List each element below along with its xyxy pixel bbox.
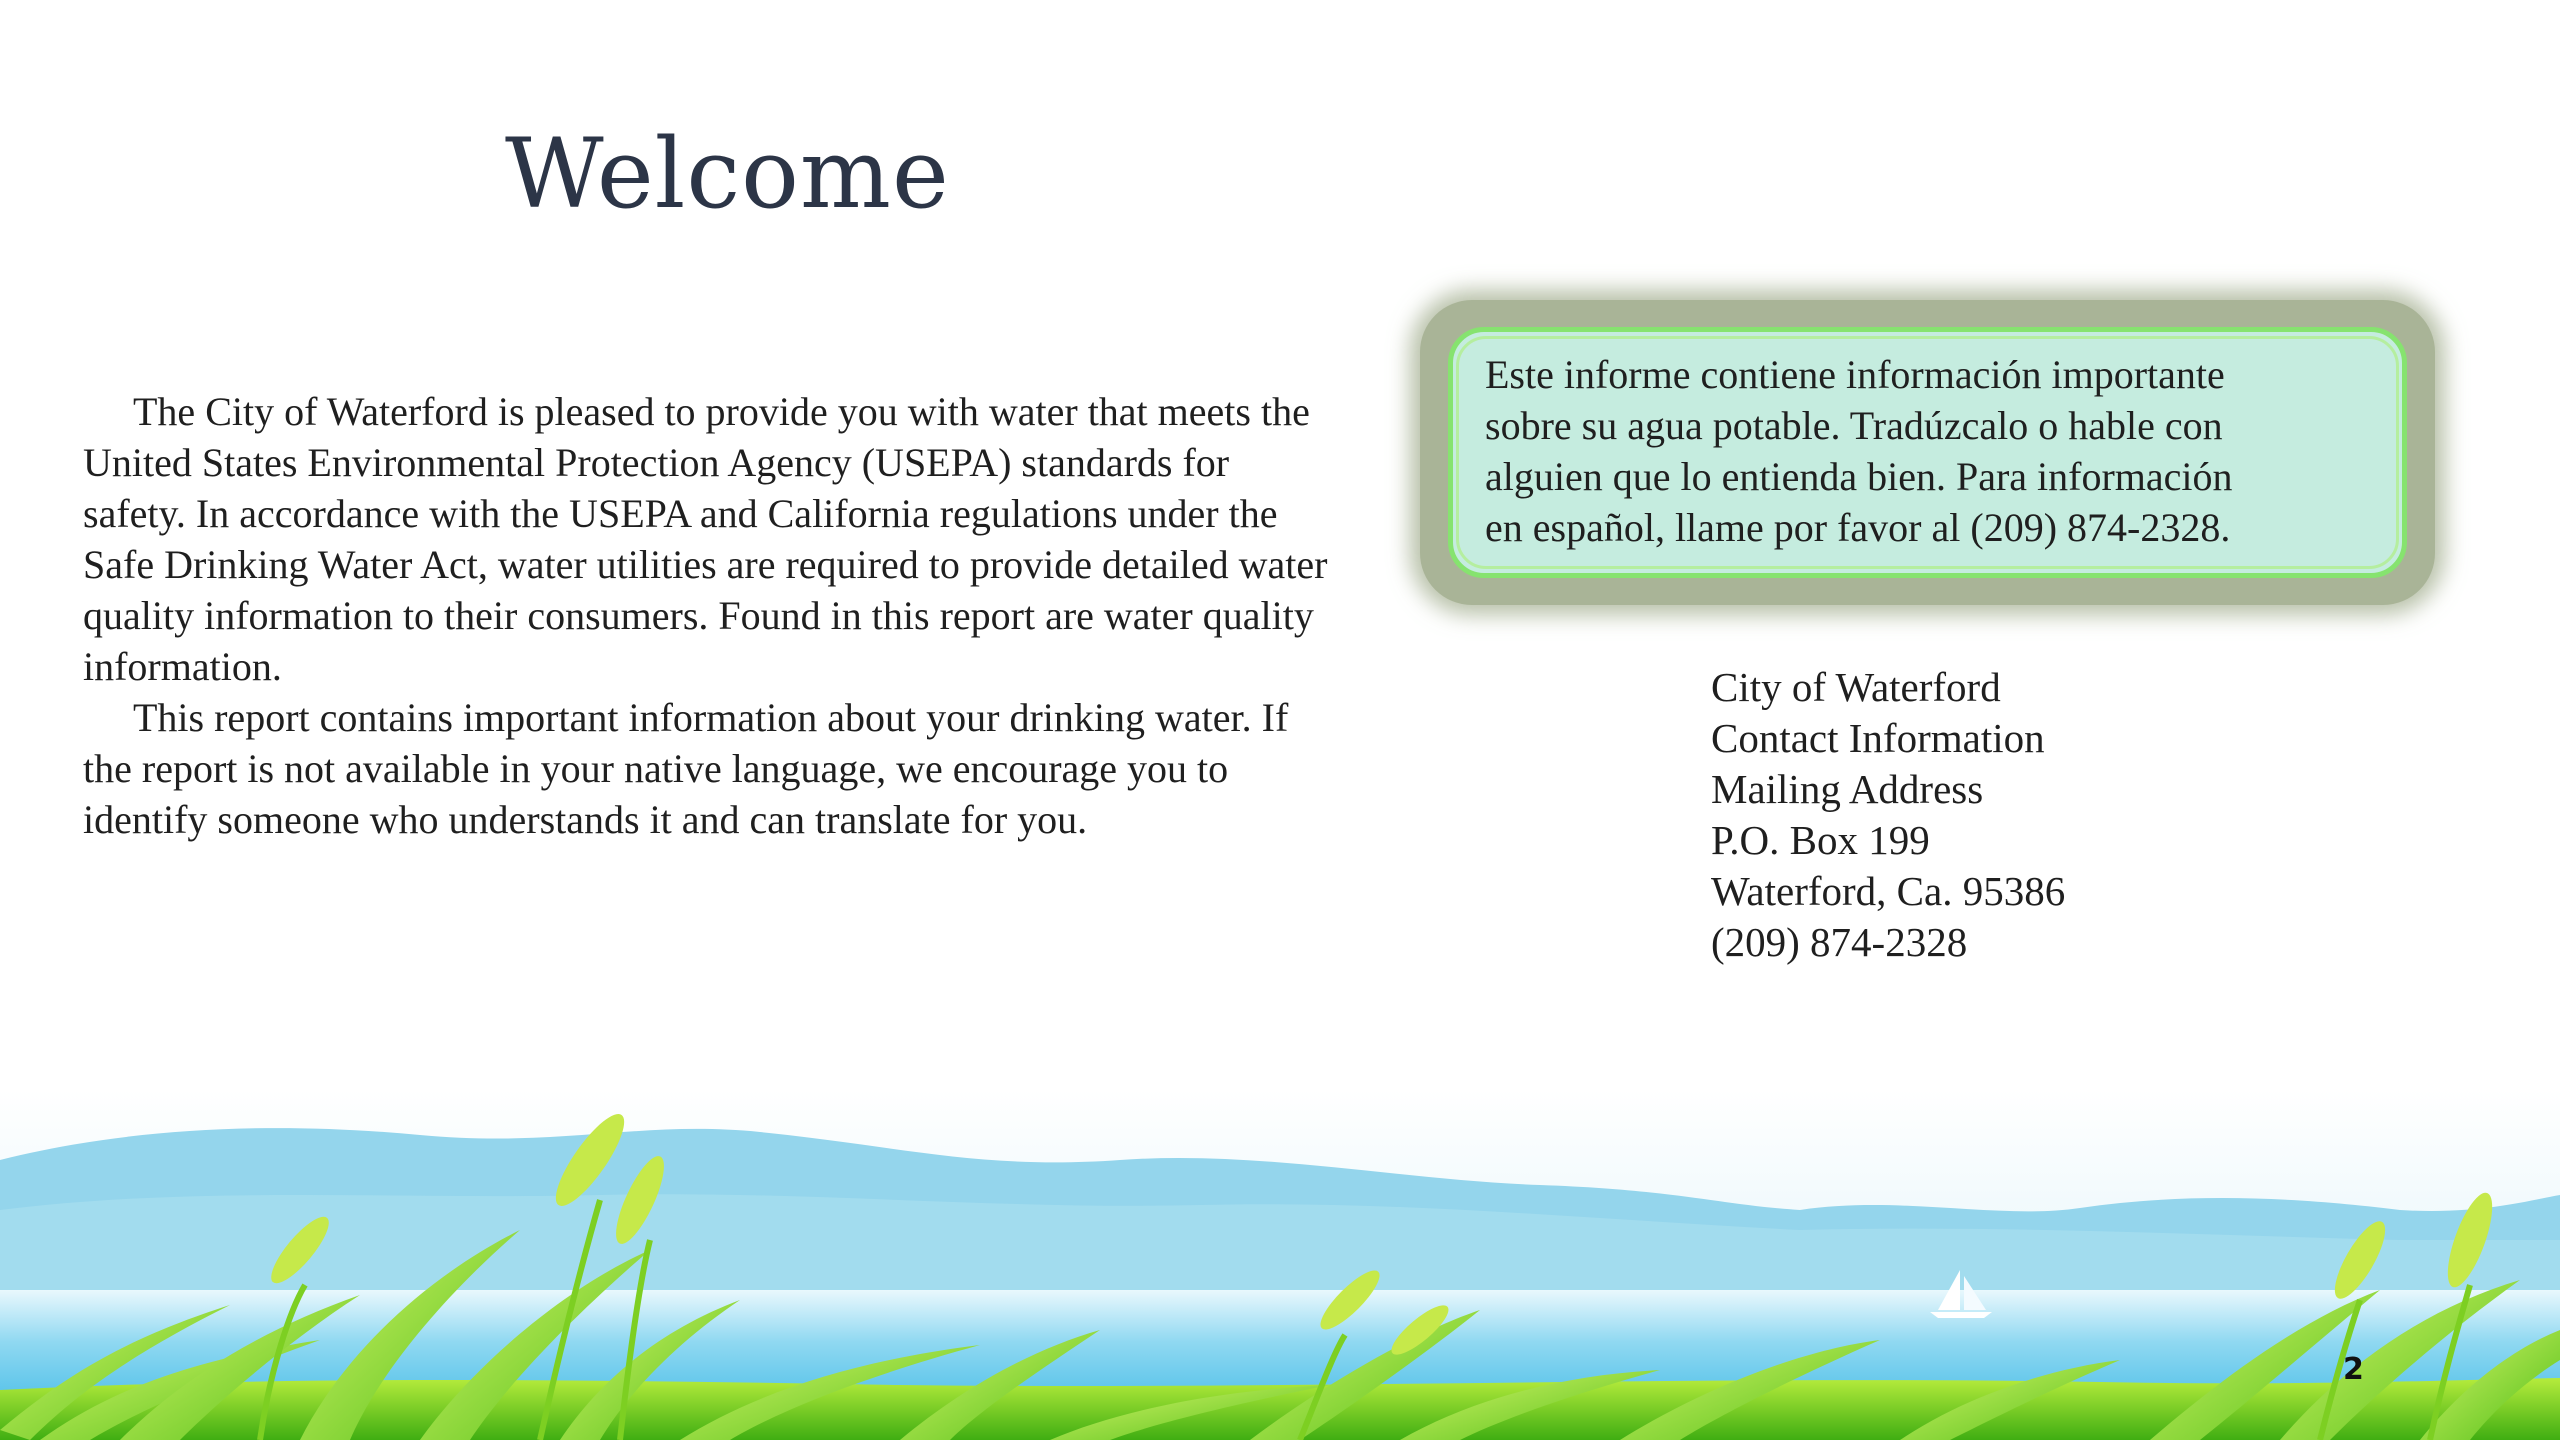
landscape-footer-image bbox=[0, 1090, 2560, 1440]
page-number: 2 bbox=[2343, 1352, 2364, 1387]
spanish-notice-line: en español, llame por favor al (209) 874-2328. bbox=[1485, 505, 2231, 550]
contact-line-heading: Contact Information bbox=[1711, 715, 2045, 761]
welcome-body bbox=[83, 386, 1333, 845]
spanish-notice-line: sobre su agua potable. Tradúzcalo o hable con bbox=[1485, 403, 2223, 448]
body-paragraph-2: This report contains important information about your drinking water. If the report is not available in your native language, we encourage you to identify someone who understands it and can translate for you. bbox=[83, 695, 1289, 842]
contact-line-phone: (209) 874-2328 bbox=[1711, 919, 1968, 965]
spanish-notice-line: alguien que lo entienda bien. Para información bbox=[1485, 454, 2233, 499]
page-title: Welcome bbox=[505, 118, 950, 230]
body-paragraph-1: The City of Waterford is pleased to provide you with water that meets the United States Environmental Protection Agency (USEPA) standards for safety. In accordance with the USEPA and California regulations under the Safe Drinking Water Act, water utilities are required to provide detailed water quality information to their consumers. Found in this report are water quality information. bbox=[83, 389, 1328, 689]
contact-line-po-box: P.O. Box 199 bbox=[1711, 817, 1930, 863]
contact-block bbox=[1711, 662, 2065, 968]
spanish-notice-line: Este informe contiene información importante bbox=[1485, 352, 2225, 397]
contact-line-mailing-label: Mailing Address bbox=[1711, 766, 1984, 812]
spanish-notice bbox=[1456, 336, 2399, 569]
contact-line-organization: City of Waterford bbox=[1711, 664, 2001, 710]
contact-line-city: Waterford, Ca. 95386 bbox=[1711, 868, 2066, 914]
